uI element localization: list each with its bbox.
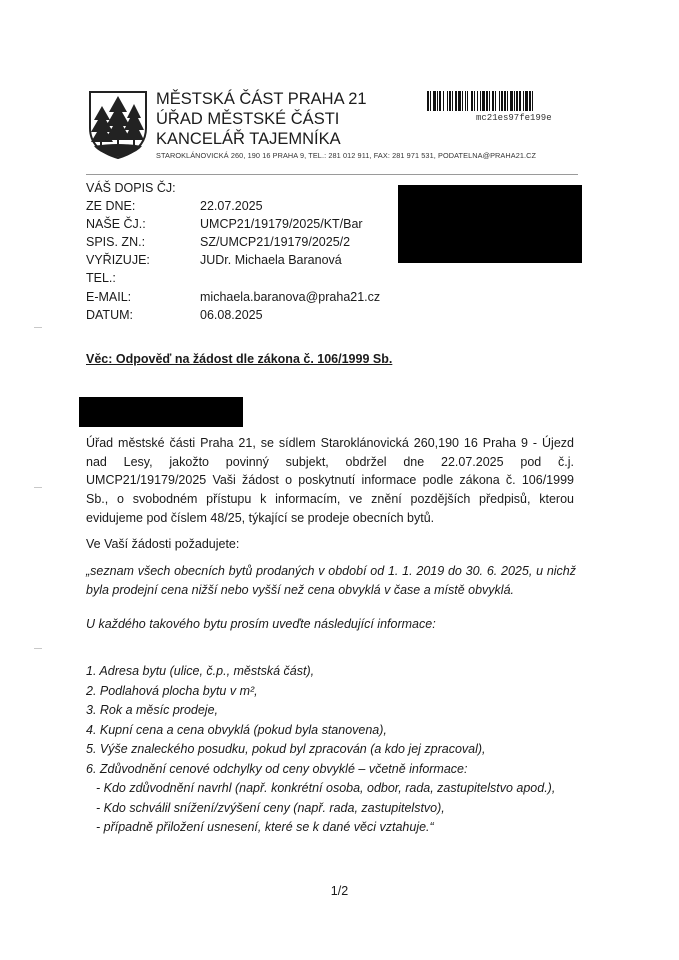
scan-mark: [34, 648, 42, 649]
list-subitem: - Kdo zdůvodnění navrhl (např. konkrétní osoba, odbor, rada, zastupitelstvo apod.),: [96, 781, 556, 795]
reference-value: SZ/UMCP21/19179/2025/2: [200, 235, 351, 250]
org-address: STAROKLÁNOVICKÁ 260, 190 16 PRAHA 9, TEL.: 281 012 911, FAX: 281 971 531, PODATELNA@PRAHA21.CZ: [156, 151, 537, 160]
reference-row: [86, 233, 380, 251]
scan-mark: [34, 487, 42, 488]
letter-subject: Věc: Odpověď na žádost dle zákona č. 106/1999 Sb.: [86, 352, 393, 366]
list-item: 4. Kupní cena a cena obvyklá (pokud byla stanovena),: [86, 722, 387, 737]
list-item: 3. Rok a měsíc prodeje,: [86, 703, 219, 717]
reference-value: JUDr. Michaela Baranová: [200, 253, 342, 268]
reference-label: DATUM:: [86, 307, 133, 322]
list-item: 6. Zdůvodnění cenové odchylky od ceny obvyklé – včetně informace:: [86, 761, 468, 776]
reference-row: [86, 197, 380, 215]
scan-mark: [34, 327, 42, 328]
request-quote: „seznam všech obecních bytů prodaných v období od 1. 1. 2019 do 30. 6. 2025, u nichž byla prodejní cena nižší nebo vyšší než cena obvyklá v čase a místě obvyklá.: [86, 564, 576, 597]
reference-label: ZE DNE:: [86, 199, 136, 214]
list-subitem: - Kdo schválil snížení/zvýšení ceny (např. rada, zastupitelstvo),: [96, 800, 445, 815]
page-number: 1/2: [330, 884, 349, 898]
reference-value: michaela.baranova@praha21.cz: [200, 289, 381, 304]
org-line-1: MĚSTSKÁ ČÁST PRAHA 21: [156, 90, 367, 108]
reference-value: 22.07.2025: [200, 199, 263, 214]
reference-label: TEL.:: [86, 271, 116, 286]
request-intro: Ve Vaší žádosti požadujete:: [86, 537, 240, 551]
reference-row: [86, 269, 380, 287]
redacted-recipient-address: [398, 185, 582, 263]
reference-row: [86, 179, 380, 197]
reference-label: VYŘIZUJE:: [86, 253, 150, 268]
per-unit-intro: U každého takového bytu prosím uveďte následující informace:: [86, 617, 436, 631]
reference-row: [86, 288, 380, 306]
list-item: 5. Výše znaleckého posudku, pokud byl zpracován (a kdo jej zpracoval),: [86, 742, 486, 756]
organization-name: [156, 89, 367, 149]
reference-row: [86, 215, 380, 233]
barcode-icon: [427, 91, 582, 111]
org-line-2: ÚŘAD MĚSTSKÉ ČÁSTI: [156, 110, 340, 128]
reference-label: VÁŠ DOPIS ČJ:: [86, 181, 176, 195]
reference-row: [86, 251, 380, 269]
list-subitem: - případně přiložení usnesení, které se k dané věci vztahuje.“: [96, 820, 434, 834]
redacted-salutation: [79, 397, 243, 427]
list-item: 2. Podlahová plocha bytu v m²,: [86, 683, 258, 698]
reference-label: NAŠE ČJ.:: [86, 217, 146, 232]
reference-value: UMCP21/19179/2025/KT/Bar: [200, 217, 363, 232]
org-line-3: KANCELÁŘ TAJEMNÍKA: [156, 130, 341, 148]
reference-row: [86, 306, 380, 324]
requested-items-list: [86, 662, 555, 838]
body-paragraph: Úřad městské části Praha 21, se sídlem Staroklánovická 260,190 16 Praha 9 - Újezd nad Lesy, jakožto povinný subjekt, obdržel dne 22.07.2025 pod č.j. UMCP21/19179/2025 Vaši žádost o poskytnutí informace podle zákona č. 106/1999 Sb., o svobodném přístupu k informacím, ve znění pozdějších předpisů, kterou evidujeme pod číslem 48/25, týkající se prodeje obecních bytů.: [86, 436, 574, 525]
reference-block: [86, 179, 380, 324]
reference-label: SPIS. ZN.:: [86, 235, 146, 250]
header-divider: [86, 174, 578, 175]
reference-value: 06.08.2025: [200, 307, 263, 322]
tree-crest-logo-icon: [86, 88, 150, 160]
barcode-text: mc21es97fe199e: [476, 113, 552, 123]
list-item: 1. Adresa bytu (ulice, č.p., městská část),: [86, 664, 315, 678]
reference-label: E-MAIL:: [86, 289, 132, 304]
